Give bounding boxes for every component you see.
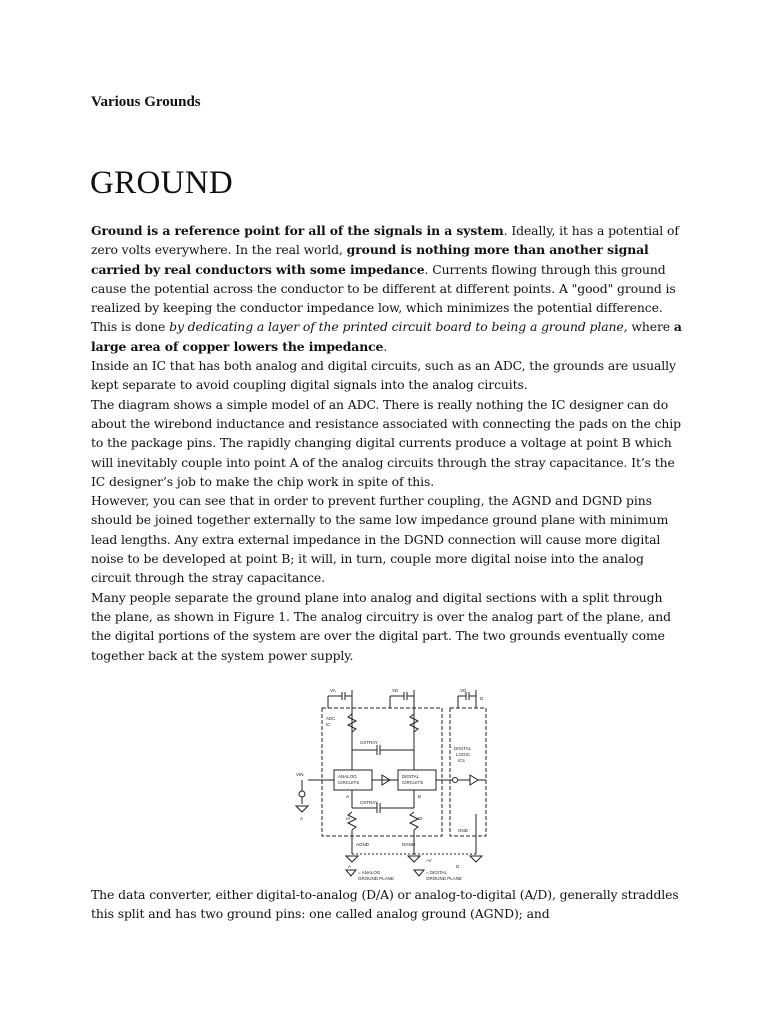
svg-text:GND: GND xyxy=(458,828,468,833)
bold-text: Ground is a reference point for all of the signals in a system xyxy=(91,223,504,238)
body-paragraph xyxy=(91,395,683,491)
svg-text:~V: ~V xyxy=(426,858,432,863)
svg-text:D: D xyxy=(480,696,484,701)
svg-text:LOGIC: LOGIC xyxy=(456,752,471,757)
text-run: Many people separate the ground plane into analog and digital sections with a split through the plane, as shown in Figure 1. The analog circuitry is over the analog part of the plane, and the digital portions of the system are over the digital part. The two grounds eventually come together back at the system power supply. xyxy=(91,589,671,663)
svg-text:CIRCUITS: CIRCUITS xyxy=(402,780,424,785)
text-run: However, you can see that in order to prevent further coupling, the AGND and DGND pins should be joined together externally to the same low impedance ground plane with minimum lead lengths. Any extra external impedance in the DGND connection will cause more digital noise to be developed at point B; it will, in turn, couple more digital noise into the analog circuit through the stray capacitance. xyxy=(91,493,669,586)
text-run: . Currents flowing through this ground cause the potential across the conductor to be different at different points. A "good" ground is realized by keeping the conductor impedance low, which minimizes the potential difference. This is done xyxy=(91,261,676,335)
digital-logic-outline xyxy=(450,708,486,836)
adc-grounding-diagram xyxy=(290,686,498,884)
text-run: The diagram shows a simple model of an ADC. There is really nothing the IC designer can do about the wirebond inductance and resistance associated with connecting the pads on the chip to the package pins. The rapidly changing digital currents produce a voltage at point B which will inevitably couple into point A of the analog circuits through the stray capacitance. It’s the IC designer’s job to make the chip work in spite of this. xyxy=(91,396,681,489)
italic-text: by dedicating a layer of the printed circuit board to being a ground plane, xyxy=(169,319,628,335)
text-run: . xyxy=(383,338,388,354)
svg-text:ADC: ADC xyxy=(326,716,336,721)
body-paragraph xyxy=(91,356,683,395)
svg-text:ICs: ICs xyxy=(458,758,465,763)
body-text xyxy=(91,221,683,665)
svg-text:AGND: AGND xyxy=(356,842,370,847)
ic-package-outline xyxy=(322,708,442,836)
text-run: Inside an IC that has both analog and digital circuits, such as an ADC, the grounds are usually kept separate to avoid coupling digital signals into the analog circuits. xyxy=(91,358,676,393)
body-paragraph xyxy=(91,491,683,587)
svg-text:GROUND PLANE: GROUND PLANE xyxy=(426,876,463,881)
svg-text:VIN: VIN xyxy=(296,772,304,777)
svg-text:ID: ID xyxy=(418,816,423,821)
svg-text:A: A xyxy=(346,794,350,799)
page-title: GROUND xyxy=(90,165,233,201)
svg-text:CIRCUITS: CIRCUITS xyxy=(338,780,360,785)
bold-text: a large area of copper lowers the impedance xyxy=(91,319,682,354)
caption-paragraph: The data converter, either digital-to-analog (D/A) or analog-to-digital (A/D), generally straddles this split and has two ground pins: one called analog ground (AGND); and xyxy=(91,887,679,922)
svg-text:= DIGITAL: = DIGITAL xyxy=(426,870,448,875)
svg-text:D: D xyxy=(456,864,460,869)
svg-text:IA: IA xyxy=(346,816,351,821)
svg-text:DGND: DGND xyxy=(402,842,416,847)
section-subtitle: Various Grounds xyxy=(91,94,201,110)
text-run: . Ideally, it has a potential of zero volts everywhere. In the real world, xyxy=(91,223,679,258)
svg-text:A: A xyxy=(348,864,352,869)
svg-text:A: A xyxy=(300,816,304,821)
svg-text:VD: VD xyxy=(392,688,399,693)
svg-text:= ANALOG: = ANALOG xyxy=(358,870,381,875)
svg-text:CSTRAY: CSTRAY xyxy=(360,800,378,805)
svg-text:B: B xyxy=(418,794,422,799)
svg-text:IC: IC xyxy=(326,722,331,727)
body-paragraph xyxy=(91,588,683,665)
svg-text:VD: VD xyxy=(460,688,467,693)
figure-caption-text xyxy=(91,885,683,924)
body-paragraph xyxy=(91,221,683,356)
svg-text:DIGITAL: DIGITAL xyxy=(454,746,472,751)
text-run: where xyxy=(627,319,674,335)
svg-text:DIGITAL: DIGITAL xyxy=(402,774,420,779)
bold-text: ground is nothing more than another signal carried by real conductors with some impedance xyxy=(91,242,649,277)
svg-text:GROUND PLANE: GROUND PLANE xyxy=(358,876,395,881)
svg-text:CSTRAY: CSTRAY xyxy=(360,740,378,745)
svg-text:ANALOG: ANALOG xyxy=(338,774,357,779)
svg-text:VA: VA xyxy=(330,688,336,693)
